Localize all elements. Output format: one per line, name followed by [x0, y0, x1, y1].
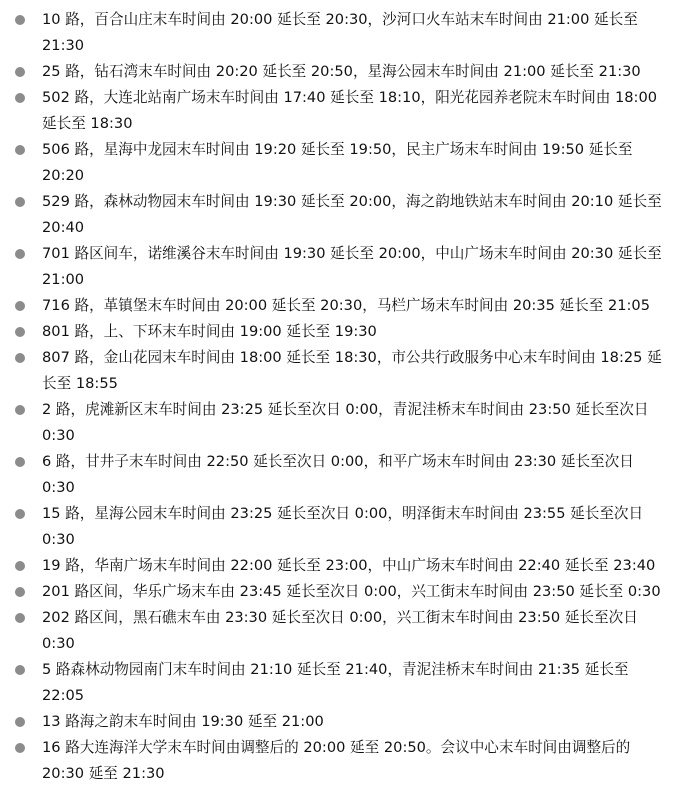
route-text: 25 路，钻石湾末车时间由 20:20 延长至 20:50，星海公园末车时间由 21:00 延长至 21:30 [42, 63, 641, 80]
list-item [0, 735, 676, 787]
list-item [0, 345, 676, 397]
route-text: 807 路，金山花园末车时间由 18:00 延长至 18:30，市公共行政服务中心末车时间由 18:25 延长至 18:55 [42, 349, 662, 392]
route-text: 10 路，百合山庄末车时间由 20:00 延长至 20:30，沙河口火车站末车时间由 21:00 延长至 21:30 [42, 11, 638, 54]
list-item [0, 7, 676, 59]
list-item [0, 241, 676, 293]
bullet-dot-icon [15, 145, 25, 155]
list-item [0, 605, 676, 657]
list-item [0, 709, 676, 735]
list-item [0, 501, 676, 553]
list-item [0, 449, 676, 501]
bullet-dot-icon [15, 743, 25, 753]
route-text: 506 路，星海中龙园末车时间由 19:20 延长至 19:50，民主广场末车时间由 19:50 延长至 20:20 [42, 141, 633, 184]
route-text: 801 路，上、下环末车时间由 19:00 延长至 19:30 [42, 323, 377, 340]
route-text: 529 路，森林动物园末车时间由 19:30 延长至 20:00，海之韵地铁站末车时间由 20:10 延长至 20:40 [42, 193, 662, 236]
bullet-dot-icon [15, 67, 25, 77]
bullet-dot-icon [15, 353, 25, 363]
bullet-dot-icon [15, 457, 25, 467]
bullet-dot-icon [15, 717, 25, 727]
list-item [0, 579, 676, 605]
bullet-dot-icon [15, 197, 25, 207]
list-item [0, 319, 676, 345]
route-text: 6 路，甘井子末车时间由 22:50 延长至次日 0:00，和平广场末车时间由 23:30 延长至次日 0:30 [42, 453, 634, 496]
route-text: 5 路森林动物园南门末车时间由 21:10 延长至 21:40，青泥洼桥末车时间由 21:35 延长至 22:05 [42, 661, 629, 704]
route-text: 502 路，大连北站南广场末车时间由 17:40 延长至 18:10，阳光花园养老院末车时间由 18:00 延长至 18:30 [42, 89, 658, 132]
route-text: 15 路，星海公园末车时间由 23:25 延长至次日 0:00，明泽街末车时间由 23:55 延长至次日 0:30 [42, 505, 644, 548]
route-text: 201 路区间，华乐广场末车由 23:45 延长至次日 0:00，兴工街末车时间由 23:50 延长至 0:30 [42, 583, 661, 600]
bullet-dot-icon [15, 301, 25, 311]
route-text: 13 路海之韵末车时间由 19:30 延至 21:00 [42, 713, 324, 730]
bullet-dot-icon [15, 509, 25, 519]
bullet-dot-icon [15, 327, 25, 337]
list-item [0, 293, 676, 319]
bullet-dot-icon [15, 587, 25, 597]
bullet-dot-icon [15, 93, 25, 103]
route-text: 19 路，华南广场末车时间由 22:00 延长至 23:00，中山广场末车时间由 22:40 延长至 23:40 [42, 557, 656, 574]
list-item [0, 59, 676, 85]
list-item [0, 553, 676, 579]
bullet-dot-icon [15, 15, 25, 25]
bullet-dot-icon [15, 405, 25, 415]
list-item [0, 189, 676, 241]
list-item [0, 657, 676, 709]
list-item [0, 397, 676, 449]
route-text: 2 路，虎滩新区末车时间由 23:25 延长至次日 0:00，青泥洼桥末车时间由 23:50 延长至次日 0:30 [42, 401, 649, 444]
route-text: 202 路区间，黑石礁末车由 23:30 延长至次日 0:00，兴工街末车时间由 23:50 延长至次日 0:30 [42, 609, 638, 652]
route-text: 701 路区间车，诺维溪谷末车时间由 19:30 延长至 20:00，中山广场末车时间由 20:30 延长至 21:00 [42, 245, 662, 288]
route-text: 716 路，革镇堡末车时间由 20:00 延长至 20:30，马栏广场末车时间由 20:35 延长至 21:05 [42, 297, 650, 314]
bullet-dot-icon [15, 665, 25, 675]
route-text: 16 路大连海洋大学末车时间由调整后的 20:00 延至 20:50。会议中心末车时间由调整后的 20:30 延至 21:30 [42, 739, 631, 782]
list-item [0, 137, 676, 189]
list-item [0, 85, 676, 137]
bullet-dot-icon [15, 561, 25, 571]
bullet-dot-icon [15, 613, 25, 623]
bullet-dot-icon [15, 249, 25, 259]
